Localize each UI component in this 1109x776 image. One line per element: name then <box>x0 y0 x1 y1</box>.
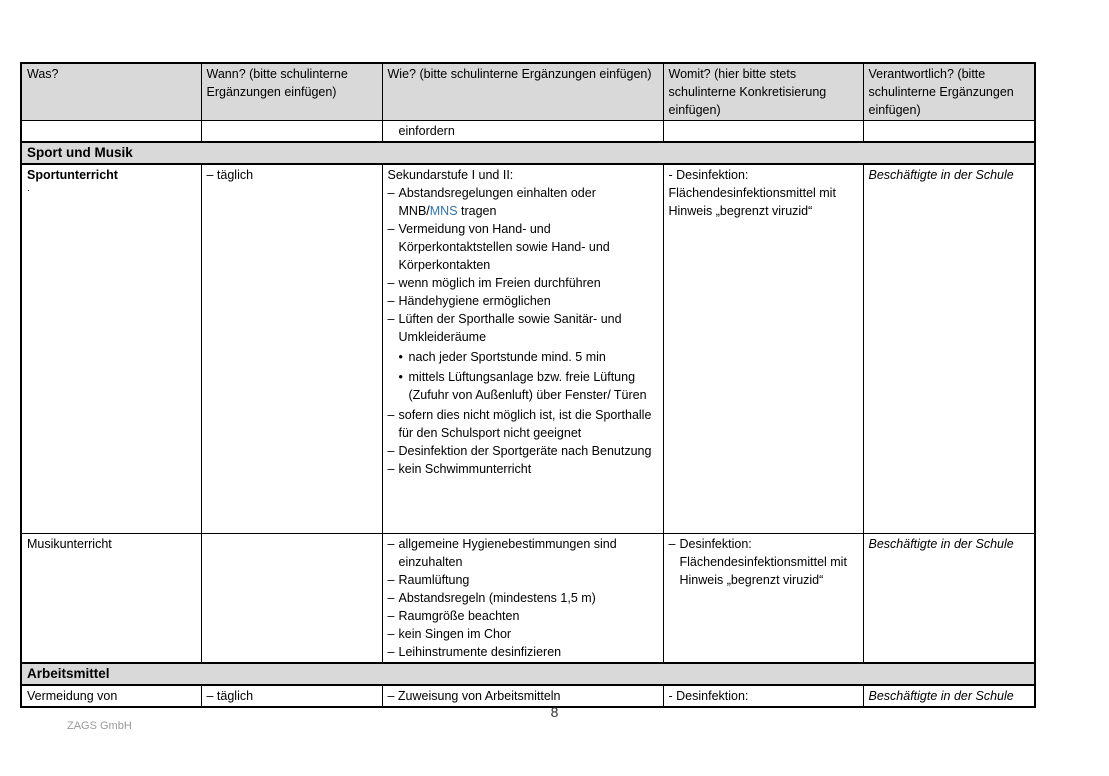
list-item <box>388 607 658 625</box>
sport-wie-intro: Sekundarstufe I und II: <box>387 168 514 182</box>
sport-was-dot: . <box>27 183 30 194</box>
list-item <box>388 274 658 292</box>
carry-verantwortlich <box>863 121 1035 143</box>
dash-marker: – <box>668 537 676 551</box>
dash-marker: – <box>387 462 395 476</box>
cell-was-sport <box>21 164 201 534</box>
list-item-text: sofern dies nicht möglich ist, ist die Sporthalle für den Schulsport nicht geeignet <box>398 408 652 440</box>
section-title-arbeitsmittel: Arbeitsmittel <box>21 663 1035 685</box>
dash-marker: – <box>387 609 395 623</box>
list-item <box>388 406 658 442</box>
list-item <box>399 368 658 404</box>
header-wie: Wie? (bitte schulinterne Ergänzungen einfügen) <box>382 63 663 121</box>
dash-marker: – <box>387 537 395 551</box>
cell-verantwortlich-arbeit: Beschäftigte in der Schule <box>863 685 1035 707</box>
carry-was <box>21 121 201 143</box>
cell-womit-musik <box>663 534 863 664</box>
mns-term: MNS <box>429 204 458 218</box>
carry-over-row <box>21 121 1035 143</box>
table-row-musikunterricht <box>21 534 1035 664</box>
list-item <box>669 535 858 589</box>
cell-was-arbeit: Vermeidung von <box>21 685 201 707</box>
dash-marker: – <box>387 186 395 200</box>
carry-wie <box>382 121 663 143</box>
dash-marker: – <box>387 312 395 326</box>
hygiene-plan-table <box>20 62 1036 708</box>
list-item <box>388 643 658 661</box>
header-row <box>21 63 1035 121</box>
section-title-sport-musik: Sport und Musik <box>21 142 1035 164</box>
list-item-text: Raumgröße beachten <box>398 609 520 623</box>
dash-marker: – <box>387 408 395 422</box>
cell-womit-sport: - Desinfektion: Flächendesinfektionsmittel mit Hinweis „begrenzt viruzid“ <box>663 164 863 534</box>
sport-was-label: Sportunterricht <box>27 168 118 182</box>
dash-marker: – <box>387 222 395 236</box>
list-item-text: Abstandsregelungen einhalten oder MNB/ <box>398 186 596 218</box>
dash-marker: – <box>387 645 395 659</box>
list-item-text: Abstandsregeln (mindestens 1,5 m) <box>398 591 596 605</box>
sport-wie-list-2 <box>388 406 658 478</box>
list-item <box>388 535 658 571</box>
cell-verantwortlich-musik: Beschäftigte in der Schule <box>863 534 1035 664</box>
list-item <box>388 292 658 310</box>
list-item-text: Desinfektion der Sportgeräte nach Benutzung <box>398 444 652 458</box>
list-item-text: Raumlüftung <box>398 573 470 587</box>
sport-wie-list <box>388 184 658 346</box>
list-item <box>388 310 658 346</box>
list-item <box>388 571 658 589</box>
dash-marker: – <box>387 444 395 458</box>
bullet-marker: • <box>398 350 403 364</box>
list-item <box>388 184 658 220</box>
cell-wie-musik <box>382 534 663 664</box>
cell-wann-sport: – täglich <box>201 164 382 534</box>
dash-marker: – <box>387 294 395 308</box>
list-item-text: mittels Lüftungsanlage bzw. freie Lüftung (Zufuhr von Außenluft) über Fenster/ Türen <box>408 370 647 402</box>
list-item-text: Lüften der Sporthalle sowie Sanitär- und Umkleideräume <box>398 312 622 344</box>
cell-verantwortlich-sport: Beschäftigte in der Schule <box>863 164 1035 534</box>
list-item <box>399 348 658 366</box>
cell-womit-arbeit: - Desinfektion: <box>663 685 863 707</box>
list-item-text: kein Singen im Chor <box>398 627 512 641</box>
list-item-text: nach jeder Sportstunde mind. 5 min <box>408 350 606 364</box>
header-verantwortlich: Verantwortlich? (bitte schulinterne Ergänzungen einfügen) <box>863 63 1035 121</box>
cell-wann-arbeit: – täglich <box>201 685 382 707</box>
list-item-text: allgemeine Hygienebestimmungen sind einzuhalten <box>398 537 617 569</box>
page-number: 8 <box>550 704 559 720</box>
musik-wie-list <box>388 535 658 661</box>
carry-wann <box>201 121 382 143</box>
musik-womit-list <box>669 535 858 589</box>
cell-wann-musik <box>201 534 382 664</box>
list-item-text: Desinfektion: Flächendesinfektionsmittel mit Hinweis „begrenzt viruzid“ <box>679 537 847 587</box>
header-womit: Womit? (hier bitte stets schulinterne Konkretisierung einfügen) <box>663 63 863 121</box>
sport-wie-sublist <box>388 348 658 404</box>
list-item-text: Leihinstrumente desinfizieren <box>398 645 562 659</box>
bullet-marker: • <box>398 370 403 384</box>
carry-wie-text: einfordern <box>398 124 455 138</box>
list-item <box>388 220 658 274</box>
table-row-sportunterricht <box>21 164 1035 534</box>
list-item <box>388 625 658 643</box>
cell-wie-sport <box>382 164 663 534</box>
list-item-text: tragen <box>457 204 497 218</box>
list-item-text: Vermeidung von Hand- und Körperkontaktstellen sowie Hand- und Körperkontakten <box>398 222 610 272</box>
section-row-sport-musik <box>21 142 1035 164</box>
dash-marker: – <box>387 591 395 605</box>
list-item-text: wenn möglich im Freien durchführen <box>398 276 601 290</box>
carry-womit <box>663 121 863 143</box>
header-was: Was? <box>21 63 201 121</box>
list-item <box>388 589 658 607</box>
dash-marker: – <box>387 573 395 587</box>
dash-marker: – <box>387 627 395 641</box>
list-item-text: kein Schwimmunterricht <box>398 462 532 476</box>
list-item <box>388 460 658 478</box>
list-item-text: Händehygiene ermöglichen <box>398 294 551 308</box>
cell-wie-arbeit: – Zuweisung von Arbeitsmitteln <box>382 685 663 707</box>
footer-company: ZAGS GmbH <box>67 720 132 732</box>
dash-marker: – <box>387 276 395 290</box>
cell-was-musik: Musikunterricht <box>21 534 201 664</box>
list-item <box>388 442 658 460</box>
section-row-arbeitsmittel <box>21 663 1035 685</box>
header-wann: Wann? (bitte schulinterne Ergänzungen einfügen) <box>201 63 382 121</box>
